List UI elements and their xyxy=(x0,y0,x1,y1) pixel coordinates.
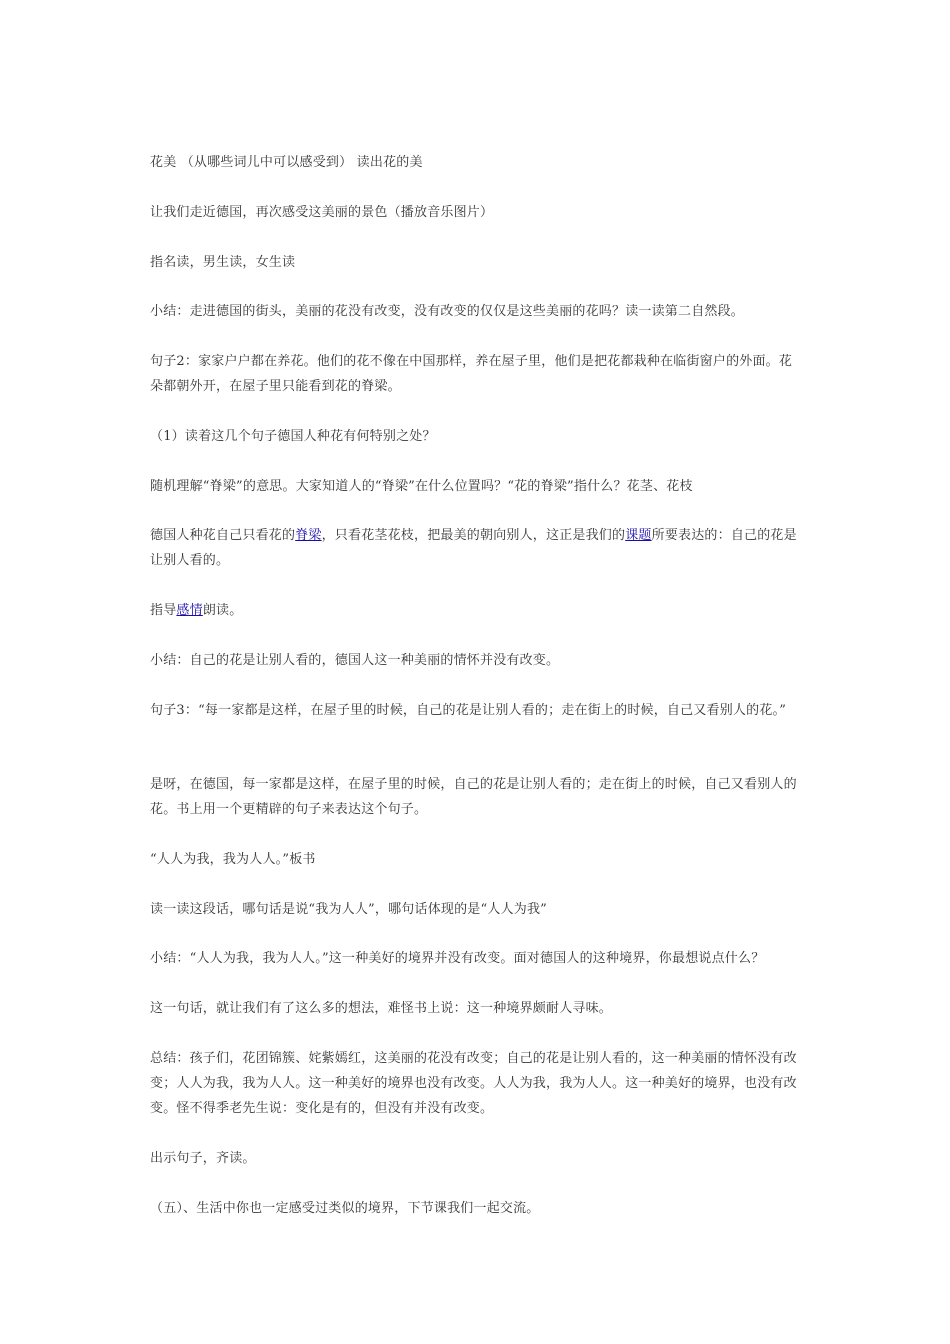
paragraph-flower-beauty: 花美 （从哪些词儿中可以感受到） 读出花的美 xyxy=(150,155,423,170)
paragraph-sentence-3: 句子3：“每一家都是这样，在屋子里的时候，自己的花是让别人看的；走在街上的时候，自己又看别人的花。” xyxy=(150,703,787,718)
paragraph-summary-realm: 小结：“人人为我，我为人人。”这一种美好的境界并没有改变。面对德国人的这种境界，你最想说点什么？ xyxy=(150,951,765,966)
paragraph-reading-roles: 指名读，男生读，女生读 xyxy=(150,255,296,270)
paragraph-every-household: 是呀，在德国，每一家都是这样，在屋子里的时候，自己的花是让别人看的；走在街上的时候，自己又看别人的花。书上用一个更精辟的句子来表达这个句子。 xyxy=(150,777,797,817)
paragraph-summary-street: 小结：走进德国的街头，美丽的花没有改变，没有改变的仅仅是这些美丽的花吗？读一读第二自然段。 xyxy=(150,304,745,319)
paragraph-summary-feeling: 小结：自己的花是让别人看的，德国人这一种美丽的情怀并没有改变。 xyxy=(150,653,560,668)
paragraph-guide-reading xyxy=(150,598,805,623)
paragraph-sentence-2: 句子2：家家户户都在养花。他们的花不像在中国那样，养在屋子里，他们是把花都栽种在临街窗户的外面。花朵都朝外开，在屋子里只能看到花的脊梁。 xyxy=(150,354,793,394)
paragraph-conclusion: 总结：孩子们，花团锦簇、姹紫嫣红，这美丽的花没有改变；自己的花是让别人看的，这一种美丽的情怀没有改变；人人为我，我为人人。这一种美好的境界也没有改变。人人为我，我为人人。这一种美好的境界，也没有改变。怪不得季老先生说：变化是有的，但没有并没有改变。 xyxy=(150,1051,797,1116)
paragraph-question-1: （1）读着这几个句子德国人种花有何特别之处？ xyxy=(150,429,436,444)
text-segment: ，只看花茎花枝，把最美的朝向别人，这正是我们的 xyxy=(321,528,626,543)
link-lesson-topic[interactable]: 课题 xyxy=(625,528,652,543)
text-segment: 德国人种花自己只看花的 xyxy=(150,528,296,543)
paragraph-spine-meaning: 随机理解“脊梁”的意思。大家知道人的“脊梁”在什么位置吗？“花的脊梁”指什么？花茎、花枝 xyxy=(150,479,693,494)
text-segment: 指导 xyxy=(150,603,177,618)
link-emotion[interactable]: 感情 xyxy=(176,603,203,618)
paragraph-blackboard-quote: “人人为我，我为人人。”板书 xyxy=(150,852,316,867)
link-spine[interactable]: 脊梁 xyxy=(295,528,322,543)
paragraph-german-planting xyxy=(150,523,805,573)
text-segment: 所要表达的：自己的花是让别人看的。 xyxy=(150,528,797,568)
text-segment: 朗读。 xyxy=(202,603,243,618)
paragraph-many-thoughts: 这一句话，就让我们有了这么多的想法，难怪书上说：这一种境界颇耐人寻味。 xyxy=(150,1001,613,1016)
paragraph-section-five: （五）、生活中你也一定感受过类似的境界，下节课我们一起交流。 xyxy=(150,1201,540,1216)
paragraph-read-passage: 读一读这段话，哪句话是说“我为人人”，哪句话体现的是“人人为我” xyxy=(150,902,547,917)
paragraph-approach-germany: 让我们走近德国，再次感受这美丽的景色（播放音乐图片） xyxy=(150,205,494,220)
paragraph-show-sentence: 出示句子，齐读。 xyxy=(150,1151,256,1166)
